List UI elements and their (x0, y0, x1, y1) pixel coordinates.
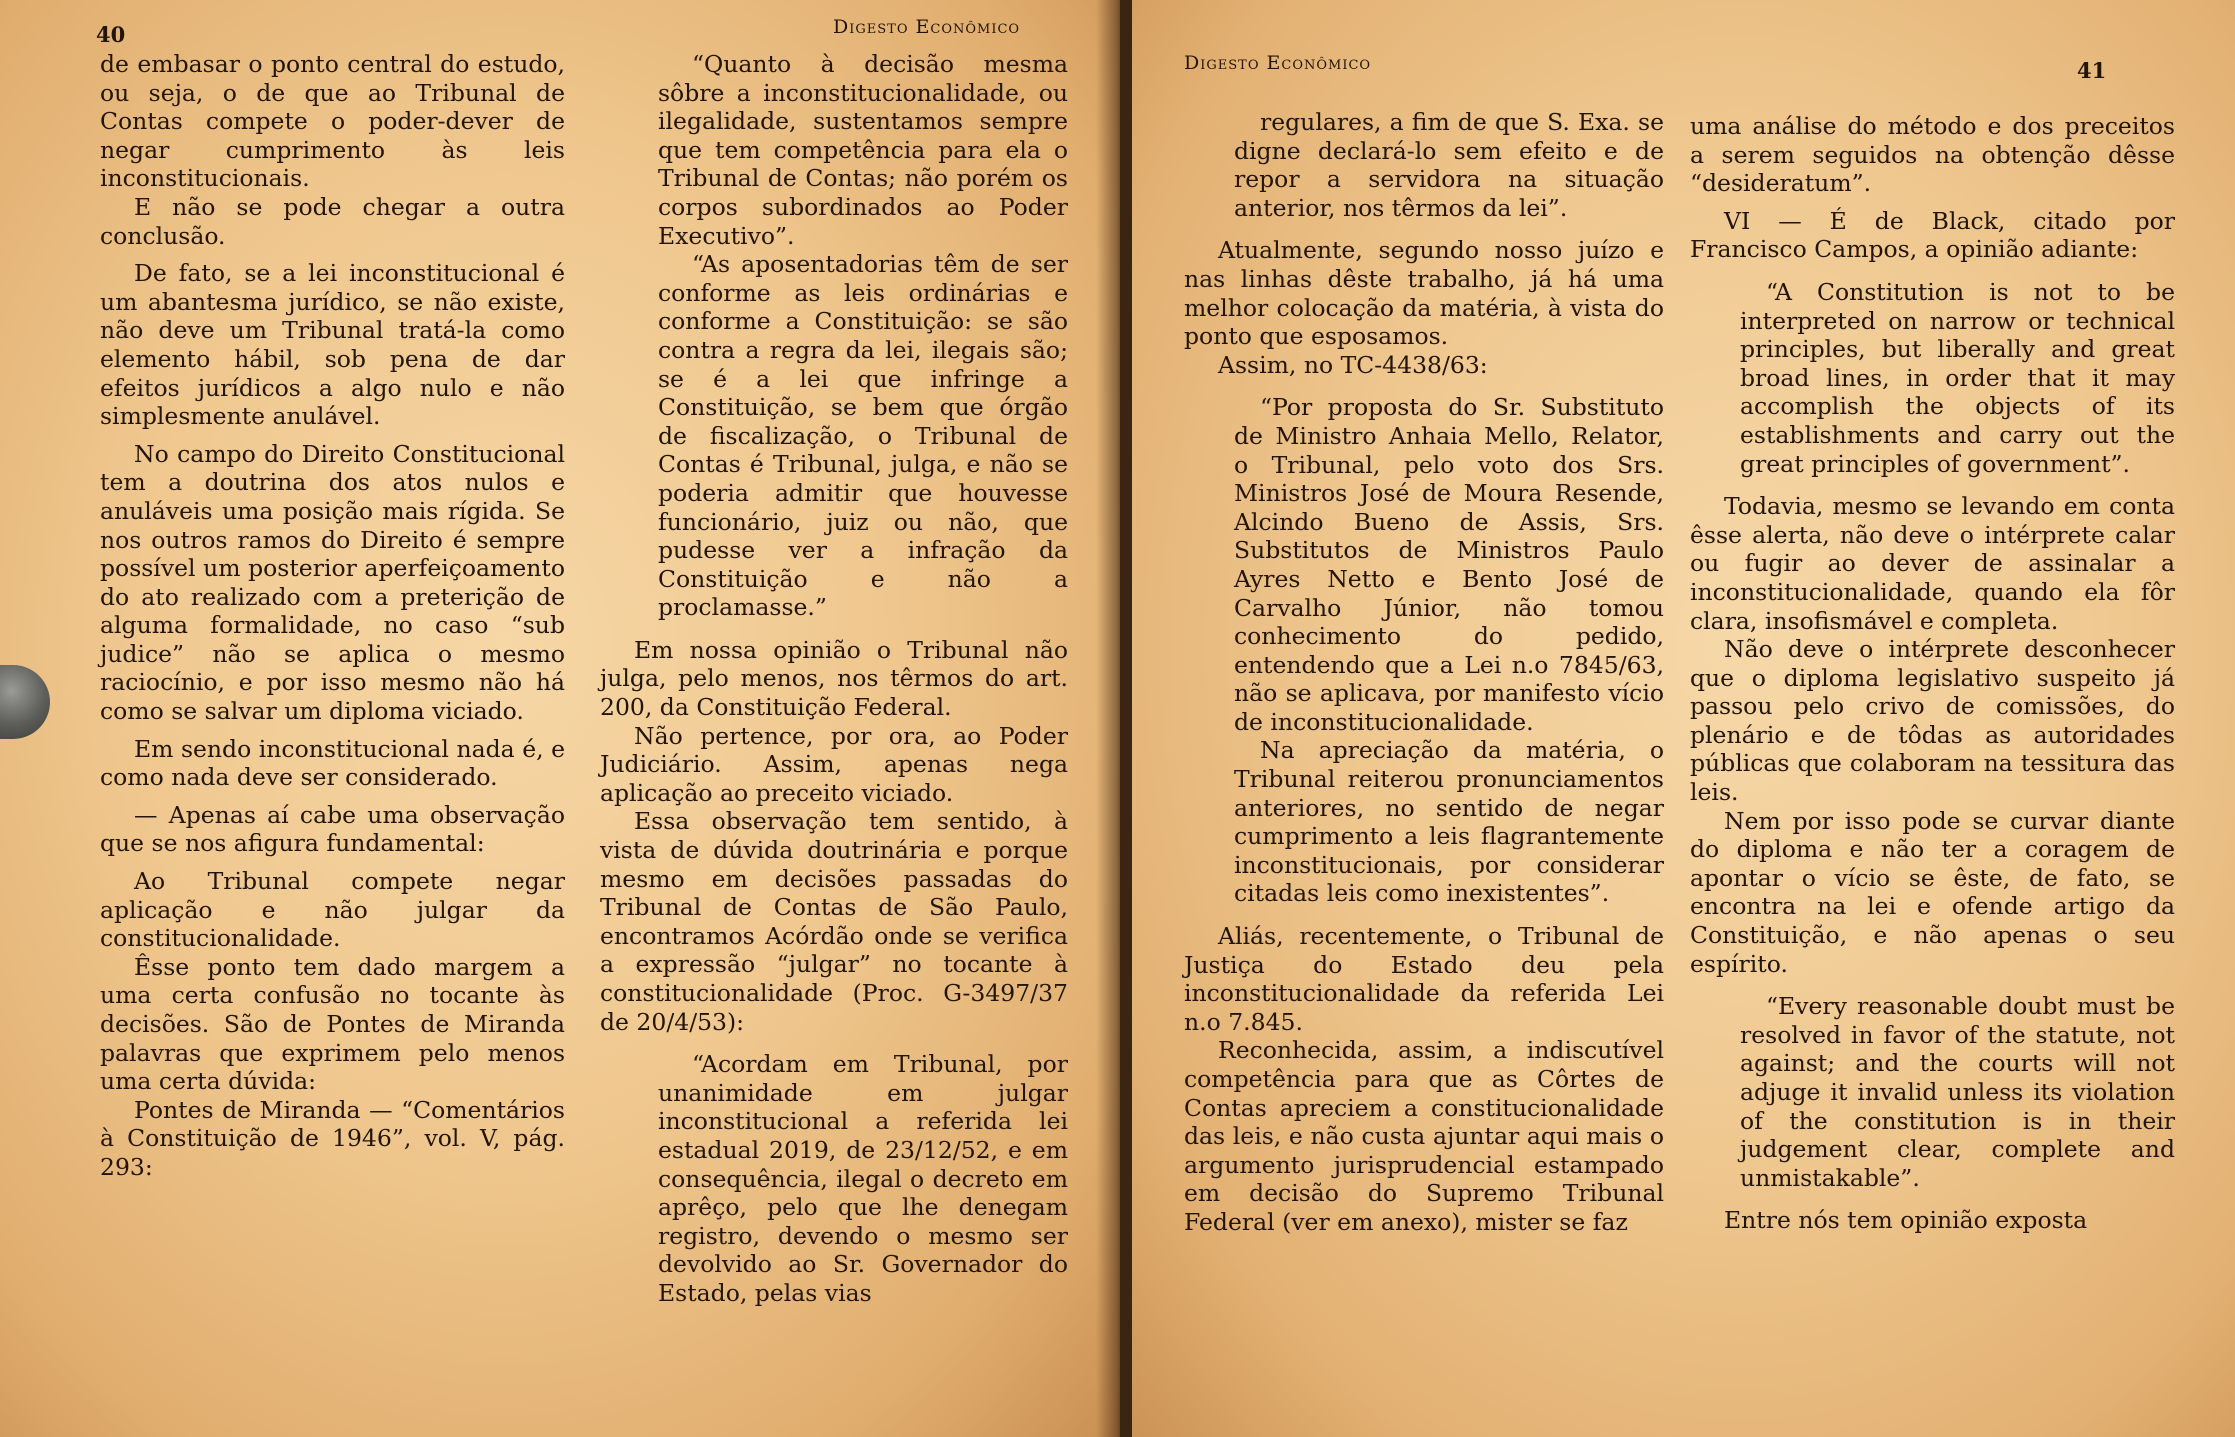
paragraph: Em nossa opinião o Tribunal não julga, pelo menos, nos têrmos do art. 200, da Constituição Federal. (600, 635, 1068, 722)
paragraph: — Apenas aí cabe uma observação que se nos afigura fundamental: (100, 800, 565, 858)
paragraph: Todavia, mesmo se levando em conta êsse alerta, não deve o intérprete calar ou fugir ao dever de assinalar a inconstitucionalidade, quando ela fôr clara, insofismável e completa. (1690, 492, 2175, 635)
paragraph: VI — É de Black, citado por Francisco Campos, a opinião adiante: (1690, 206, 2175, 264)
paragraph: Essa observação tem sentido, à vista de dúvida doutrinária e porque mesmo em decisões passadas do Tribunal de Contas de São Paulo, encontramos Acórdão onde se verifica a expressão “julgar” no tocante à constitucionalidade (Proc. G-3497/37 de 20/4/53): (600, 807, 1068, 1036)
paragraph: Aliás, recentemente, o Tribunal de Justiça do Estado deu pela inconstitucionalidade da referida Lei n.o 7.845. (1184, 922, 1664, 1036)
paragraph: regulares, a fim de que S. Exa. se digne declará-lo sem efeito e de repor a servidora na situação anterior, nos têrmos da lei”. (1234, 108, 1664, 222)
paragraph: de embasar o ponto central do estudo, ou seja, o de que ao Tribunal de Contas compete o poder-dever de negar cumprimento às leis inconstitucionais. (100, 50, 565, 193)
paragraph: Reconhecida, assim, a indiscutível competência para que as Côrtes de Contas apreciem a constitucionalidade das leis, e não custa ajuntar aqui mais o argumento jurisprudencial estampado em decisão do Supremo Tribunal Federal (ver em anexo), mister se faz (1184, 1036, 1664, 1236)
paragraph: Pontes de Miranda — “Comentários à Constituição de 1946”, vol. V, pág. 293: (100, 1095, 565, 1181)
paragraph: Ao Tribunal compete negar aplicação e não julgar da constitucionalidade. (100, 867, 565, 953)
paragraph: No campo do Direito Constitucional tem a doutrina dos atos nulos e anuláveis uma posição mais rígida. Se nos outros ramos do Direito é sempre possível um posterior aperfeiçoamento do ato realizado com a preterição de alguma formalidade, no caso “sub judice” não se aplica o mesmo raciocínio, e por isso mesmo não há como se salvar um diploma viciado. (100, 439, 565, 726)
page-number-right: 41 (2077, 58, 2107, 83)
paragraph: “Por proposta do Sr. Substituto de Ministro Anhaia Mello, Relator, o Tribunal, pelo voto dos Srs. Ministros José de Moura Resende, Alcindo Bueno de Assis, Srs. Substitutos de Ministros Paulo Ayres Netto e Bento José de Carvalho Júnior, não tomou conhecimento do pedido, entendendo que a Lei n.o 7845/63, não se aplicava, por manifesto vício de inconstitucionalidade. (1234, 393, 1664, 736)
right-column-2 (1690, 112, 2175, 1235)
paragraph: Não deve o intérprete desconhecer que o diploma legislativo suspeito já passou pelo crivo de comissões, do plenário e de tôdas as autoridades públicas que colaboram na tessitura das leis. (1690, 635, 2175, 807)
paragraph: “Quanto à decisão mesma sôbre a inconstitucionalidade, ou ilegalidade, sustentamos sempre que tem competência para ela o Tribunal de Contas; não porém os corpos subordinados ao Poder Executivo”. (658, 50, 1068, 250)
paragraph: Êsse ponto tem dado margem a uma certa confusão no tocante às decisões. São de Pontes de Miranda palavras que exprimem pelo menos uma certa dúvida: (100, 952, 565, 1096)
paragraph: uma análise do método e dos preceitos a serem seguidos na obtenção dêsse “desideratum”. (1690, 112, 2175, 198)
paragraph: “As aposentadorias têm de ser conforme as leis ordinárias e conforme a Constituição: se são contra a regra da lei, ilegais são; se é a lei que infringe a Constituição, se bem que órgão de fiscalização, o Tribunal de Contas é Tribunal, julga, e não se poderia admitir que houvesse funcionário, juiz ou não, que pudesse ver a infração da Constituição e não a proclamasse.” (658, 250, 1068, 622)
left-column-1 (100, 50, 565, 1182)
paragraph: Não pertence, por ora, ao Poder Judiciário. Assim, apenas nega aplicação ao preceito viciado. (600, 721, 1068, 807)
binder-clip-icon (0, 665, 50, 739)
paragraph: De fato, se a lei inconstitucional é um abantesma jurídico, se não existe, não deve um Tribunal tratá-la como elemento hábil, sob pena de dar efeitos jurídicos a algo nulo e não simplesmente anulável. (100, 259, 565, 431)
paragraph: “A Constitution is not to be interpreted on narrow or technical principles, but liberally and great broad lines, in order that it may accomplish the objects of its establishments and carry out the great principles of government”. (1740, 277, 2175, 478)
running-head-right: Digesto Econômico (1184, 52, 1372, 74)
paragraph: Nem por isso pode se curvar diante do diploma e não ter a coragem de apontar o vício se êste, de fato, se encontra na lei e ofende artigo da Constituição, e não apenas o seu espírito. (1690, 806, 2175, 978)
running-head-left: Digesto Econômico (833, 16, 1021, 38)
paragraph: Na apreciação da matéria, o Tribunal reiterou pronunciamentos anteriores, no sentido de negar cumprimento a leis flagrantemente inconstitucionais, por considerar citadas leis como inexistentes”. (1234, 736, 1664, 908)
paragraph: Atualmente, segundo nosso juízo e nas linhas dêste trabalho, já há uma melhor colocação da matéria, à vista do ponto que esposamos. (1184, 236, 1664, 351)
paragraph: Assim, no TC-4438/63: (1218, 350, 1488, 379)
paragraph: “Acordam em Tribunal, por unanimidade em julgar inconstitucional a referida lei estadual 2019, de 23/12/52, e em consequência, ilegal o decreto em aprêço, pelo que lhe denegam registro, devendo o mesmo ser devolvido ao Sr. Governador do Estado, pelas vias (658, 1050, 1068, 1307)
paragraph: Em sendo inconstitucional nada é, e como nada deve ser considerado. (100, 734, 565, 792)
left-column-2 (600, 50, 1068, 1308)
paragraph: Entre nós tem opinião exposta (1724, 1206, 2088, 1235)
page-number-left: 40 (96, 22, 126, 47)
paragraph: “Every reasonable doubt must be resolved in favor of the statute, not against; and the courts will not adjuge it invalid unless its violation of the constitution is in their judgement clear, complete and unmistakable”. (1740, 992, 2175, 1192)
paragraph: E não se pode chegar a outra conclusão. (100, 192, 565, 250)
right-column-1 (1184, 108, 1664, 1237)
right-page (1132, 0, 2235, 1437)
